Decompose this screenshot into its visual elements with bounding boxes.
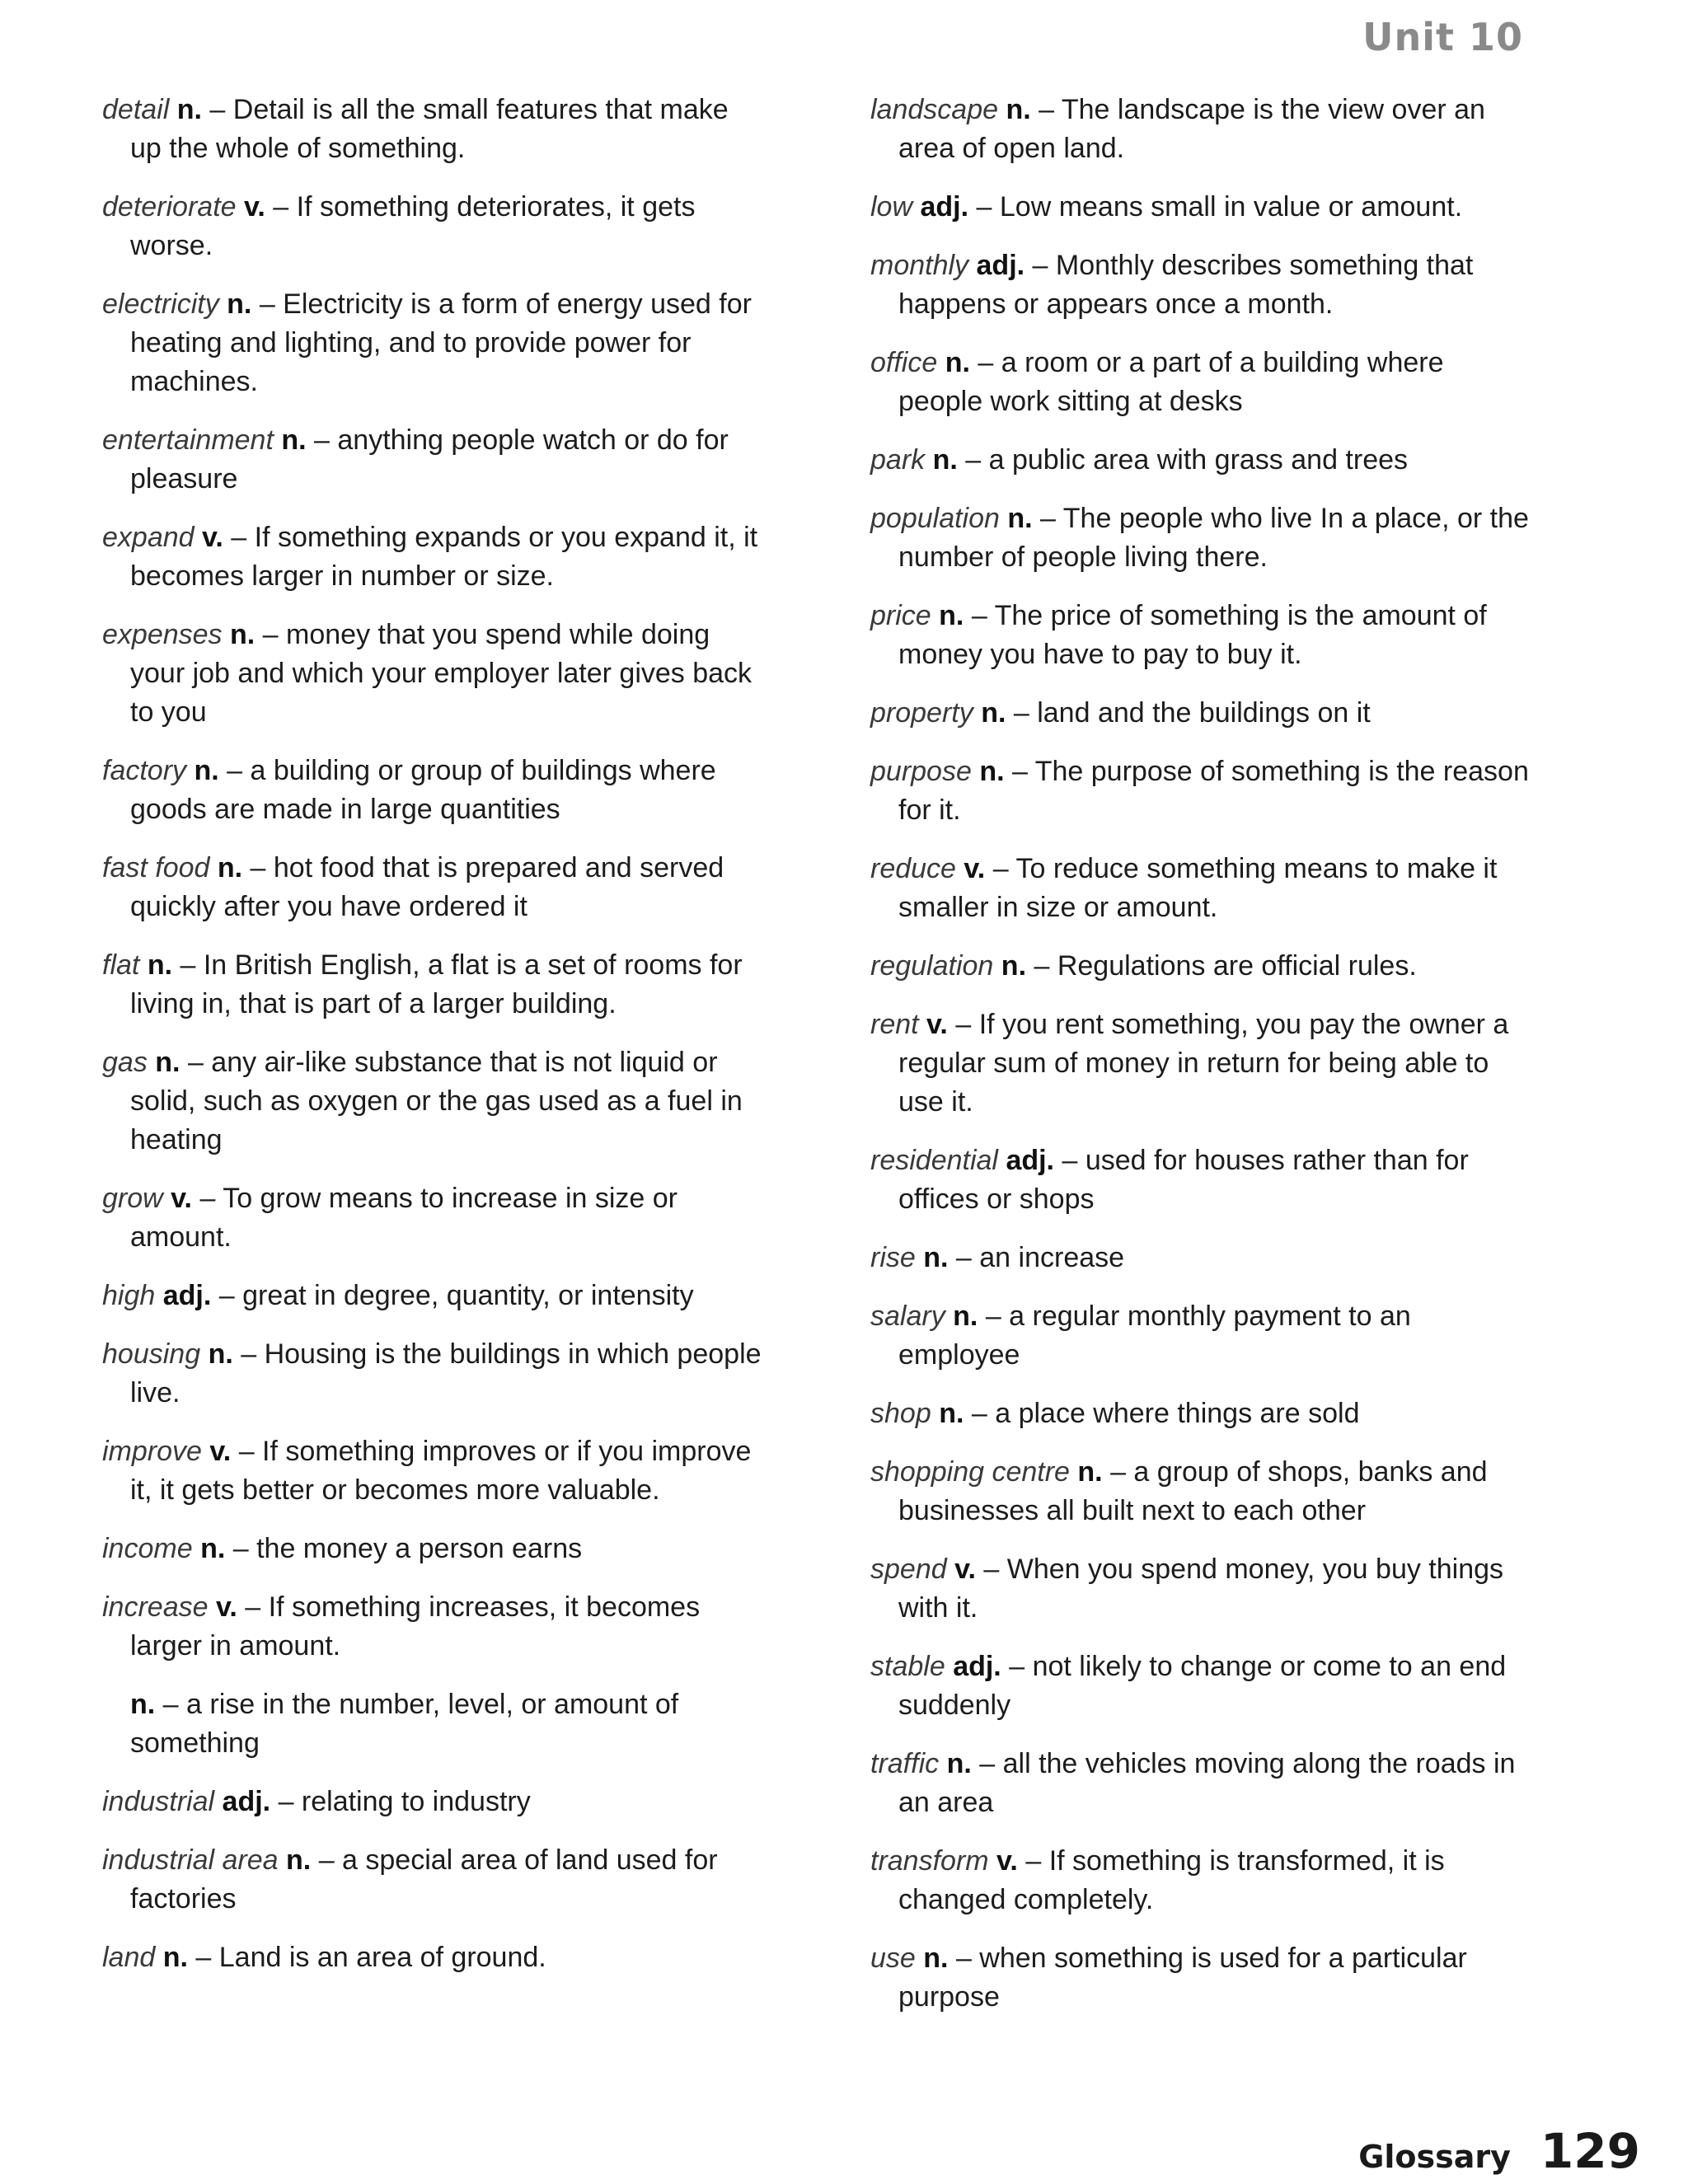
glossary-definition: – If you rent something, you pay the owner a regular sum of money in return for being able to use it. <box>898 1009 1509 1118</box>
glossary-entry <box>870 188 1530 227</box>
glossary-term: high <box>102 1280 156 1311</box>
glossary-definition: – when something is used for a particular purpose <box>898 1943 1467 2013</box>
part-of-speech: n. <box>953 1301 978 1332</box>
glossary-definition: – not likely to change or come to an end suddenly <box>898 1651 1507 1721</box>
glossary-definition: – If something deteriorates, it gets worse. <box>130 191 696 261</box>
glossary-term: expenses <box>102 619 223 650</box>
glossary-definition: – a building or group of buildings where goods are made in large quantities <box>130 755 716 825</box>
glossary-entry <box>870 499 1530 577</box>
part-of-speech: n. <box>130 1689 156 1720</box>
glossary-term: monthly <box>870 250 969 281</box>
glossary-term: increase <box>102 1591 209 1623</box>
glossary-term: low <box>870 191 913 223</box>
glossary-term: stable <box>870 1651 945 1682</box>
glossary-definition: – a regular monthly payment to an employee <box>898 1301 1411 1371</box>
glossary-entry <box>870 1005 1530 1122</box>
glossary-entry <box>870 947 1530 986</box>
glossary-entry <box>870 1647 1530 1725</box>
part-of-speech: n. <box>1077 1456 1103 1488</box>
part-of-speech: n. <box>939 1398 964 1429</box>
glossary-definition: – relating to industry <box>278 1786 531 1817</box>
glossary-term: fast food <box>102 852 210 883</box>
glossary-term: detail <box>102 94 170 125</box>
glossary-entry <box>870 1550 1530 1628</box>
glossary-definition: – Land is an area of ground. <box>195 1942 546 1973</box>
glossary-definition: – To grow means to increase in size or amount. <box>130 1183 678 1253</box>
glossary-entry <box>102 849 762 926</box>
part-of-speech: n. <box>176 94 202 125</box>
part-of-speech: n. <box>1001 950 1027 982</box>
glossary-entry <box>870 1745 1530 1822</box>
glossary-entry <box>870 1394 1530 1433</box>
glossary-definition: – The landscape is the view over an area of open land. <box>898 94 1485 164</box>
part-of-speech: adj. <box>953 1651 1001 1682</box>
glossary-entry <box>102 1841 762 1919</box>
part-of-speech: n. <box>923 1242 949 1273</box>
footer-section-label: Glossary <box>1358 2139 1511 2175</box>
part-of-speech: n. <box>979 756 1005 787</box>
glossary-definition: – hot food that is prepared and served quickly after you have ordered it <box>130 852 724 922</box>
part-of-speech: n. <box>946 1748 972 1779</box>
glossary-definition: – a rise in the number, level, or amount of something <box>130 1689 679 1759</box>
glossary-definition: – a place where things are sold <box>971 1398 1360 1429</box>
part-of-speech: n. <box>932 444 958 476</box>
glossary-term: industrial area <box>102 1844 279 1876</box>
glossary-entry <box>102 421 762 499</box>
glossary-entry <box>870 91 1530 168</box>
glossary-definition: – If something increases, it becomes larger in amount. <box>130 1591 701 1661</box>
glossary-definition: – When you spend money, you buy things with it. <box>898 1554 1504 1624</box>
glossary-entry <box>102 1432 762 1510</box>
glossary-entry <box>102 1588 762 1666</box>
part-of-speech: n. <box>162 1942 188 1973</box>
glossary-definition: – a room or a part of a building where people work sitting at desks <box>898 347 1444 417</box>
glossary-entry <box>102 91 762 168</box>
glossary-entry <box>102 1530 762 1568</box>
part-of-speech: n. <box>208 1338 233 1370</box>
glossary-term: transform <box>870 1845 989 1877</box>
glossary-term: park <box>870 444 926 476</box>
glossary-term: factory <box>102 755 187 786</box>
part-of-speech: n. <box>1006 94 1031 125</box>
glossary-term: reduce <box>870 853 956 884</box>
part-of-speech: adj. <box>976 250 1025 281</box>
glossary-term: shopping centre <box>870 1456 1070 1488</box>
glossary-entry <box>870 1939 1530 2017</box>
glossary-entry <box>870 441 1530 480</box>
glossary-entry <box>102 946 762 1024</box>
glossary-definition: – Low means small in value or amount. <box>976 191 1463 223</box>
glossary-entry <box>870 752 1530 830</box>
glossary-definition: – Detail is all the small features that make up the whole of something. <box>130 94 729 164</box>
glossary-term: expand <box>102 522 195 553</box>
glossary-term: price <box>870 600 931 631</box>
glossary-definition: – used for houses rather than for offices or shops <box>898 1145 1469 1215</box>
glossary-definition: – Housing is the buildings in which people live. <box>130 1338 762 1408</box>
glossary-term: spend <box>870 1554 947 1585</box>
glossary-definition: – Monthly describes something that happens or appears once a month. <box>898 250 1474 320</box>
glossary-term: rise <box>870 1242 916 1273</box>
part-of-speech: v. <box>209 1436 232 1467</box>
glossary-term: deteriorate <box>102 191 237 223</box>
part-of-speech: n. <box>286 1844 312 1876</box>
glossary-term: landscape <box>870 94 999 125</box>
glossary-definition: – The people who live In a place, or the number of people living there. <box>898 503 1529 573</box>
glossary-term: traffic <box>870 1748 940 1779</box>
glossary-definition: – an increase <box>955 1242 1125 1273</box>
glossary-entry <box>870 1842 1530 1919</box>
glossary-entry <box>102 188 762 265</box>
glossary-term: flat <box>102 949 140 981</box>
glossary-term: entertainment <box>102 424 274 456</box>
glossary-definition: – The price of something is the amount of money you have to pay to buy it. <box>898 600 1487 670</box>
glossary-term: purpose <box>870 756 972 787</box>
glossary-definition: – Electricity is a form of energy used for heating and lighting, and to provide power for machines. <box>130 288 752 397</box>
glossary-entry <box>870 597 1530 674</box>
glossary-entry <box>102 752 762 829</box>
glossary-term: industrial <box>102 1786 215 1817</box>
glossary-term: land <box>102 1942 156 1973</box>
glossary-entry <box>102 518 762 596</box>
glossary-column-left <box>102 91 762 1997</box>
glossary-entry <box>102 1783 762 1821</box>
part-of-speech: n. <box>939 600 964 631</box>
glossary-entry <box>102 616 762 732</box>
part-of-speech: v. <box>202 522 223 553</box>
glossary-entry <box>870 1239 1530 1277</box>
glossary-term: improve <box>102 1436 202 1467</box>
glossary-definition: – anything people watch or do for pleasure <box>130 424 729 494</box>
part-of-speech: n. <box>155 1047 181 1078</box>
glossary-term: regulation <box>870 950 994 982</box>
glossary-definition: – money that you spend while doing your job and which your employer later gives back to you <box>130 619 753 728</box>
glossary-definition: – land and the buildings on it <box>1013 697 1371 729</box>
glossary-term: use <box>870 1943 916 1974</box>
glossary-definition: – any air-like substance that is not liquid or solid, such as oxygen or the gas used as a fuel in heating <box>130 1047 743 1155</box>
glossary-definition: – To reduce something means to make it smaller in size or amount. <box>898 853 1498 923</box>
glossary-definition: – Regulations are official rules. <box>1034 950 1417 982</box>
glossary-definition: – If something improves or if you improve it, it gets better or becomes more valuable. <box>130 1436 752 1506</box>
glossary-entry <box>870 850 1530 927</box>
part-of-speech: adj. <box>162 1280 212 1311</box>
glossary-definition: – If something expands or you expand it, it becomes larger in number or size. <box>130 522 758 592</box>
glossary-definition: – all the vehicles moving along the roads in an area <box>898 1748 1516 1818</box>
glossary-entry <box>102 1043 762 1160</box>
page-footer <box>1358 2123 1640 2179</box>
glossary-entry <box>870 246 1530 324</box>
glossary-definition: – a special area of land used for factories <box>130 1844 718 1915</box>
part-of-speech: n. <box>1007 503 1033 534</box>
glossary-entry <box>870 694 1530 733</box>
glossary-term: population <box>870 503 1000 534</box>
part-of-speech: n. <box>230 619 256 650</box>
glossary-definition: – The purpose of something is the reason for it. <box>898 756 1529 826</box>
glossary-term: gas <box>102 1047 148 1078</box>
glossary-definition: – If something is transformed, it is changed completely. <box>898 1845 1445 1915</box>
part-of-speech: n. <box>945 347 970 378</box>
glossary-term: grow <box>102 1183 163 1214</box>
part-of-speech: v. <box>926 1009 948 1040</box>
glossary-definition: – a public area with grass and trees <box>965 444 1409 476</box>
glossary-term: residential <box>870 1145 998 1176</box>
part-of-speech: v. <box>996 1845 1018 1877</box>
glossary-entry <box>102 1938 762 1977</box>
glossary-term: housing <box>102 1338 201 1370</box>
glossary-definition: – great in degree, quantity, or intensity <box>218 1280 694 1311</box>
glossary-definition: – a group of shops, banks and businesses all built next to each other <box>898 1456 1488 1526</box>
glossary-term: income <box>102 1533 193 1564</box>
part-of-speech: n. <box>281 424 307 456</box>
glossary-definition: – the money a person earns <box>232 1533 583 1564</box>
glossary-entry <box>870 1453 1530 1530</box>
glossary-entry <box>870 344 1530 421</box>
glossary-term: electricity <box>102 288 219 320</box>
glossary-definition: – In British English, a flat is a set of rooms for living in, that is part of a larger building. <box>130 949 743 1019</box>
glossary-entry <box>102 1277 762 1315</box>
glossary-entry <box>102 285 762 401</box>
glossary-term: salary <box>870 1301 945 1332</box>
part-of-speech: adj. <box>222 1786 271 1817</box>
part-of-speech: n. <box>200 1533 226 1564</box>
glossary-term: shop <box>870 1398 931 1429</box>
glossary-entry <box>102 1179 762 1257</box>
glossary-term: property <box>870 697 973 729</box>
glossary-entry <box>102 1335 762 1413</box>
glossary-entry <box>102 1685 762 1763</box>
glossary-term: office <box>870 347 938 378</box>
part-of-speech: n. <box>981 697 1006 729</box>
part-of-speech: n. <box>194 755 219 786</box>
glossary-entry <box>870 1141 1530 1219</box>
part-of-speech: n. <box>147 949 173 981</box>
part-of-speech: v. <box>171 1183 192 1214</box>
part-of-speech: n. <box>217 852 243 883</box>
part-of-speech: n. <box>227 288 252 320</box>
glossary-entry <box>870 1297 1530 1375</box>
glossary-column-right <box>870 91 1530 2036</box>
glossary-term: rent <box>870 1009 919 1040</box>
part-of-speech: v. <box>954 1554 976 1585</box>
unit-title: Unit 10 <box>1362 15 1523 59</box>
part-of-speech: v. <box>244 191 265 223</box>
part-of-speech: v. <box>215 1591 237 1623</box>
part-of-speech: v. <box>964 853 986 884</box>
part-of-speech: n. <box>923 1943 949 1974</box>
page-number: 129 <box>1540 2123 1640 2179</box>
part-of-speech: adj. <box>1006 1145 1055 1176</box>
part-of-speech: adj. <box>920 191 969 223</box>
